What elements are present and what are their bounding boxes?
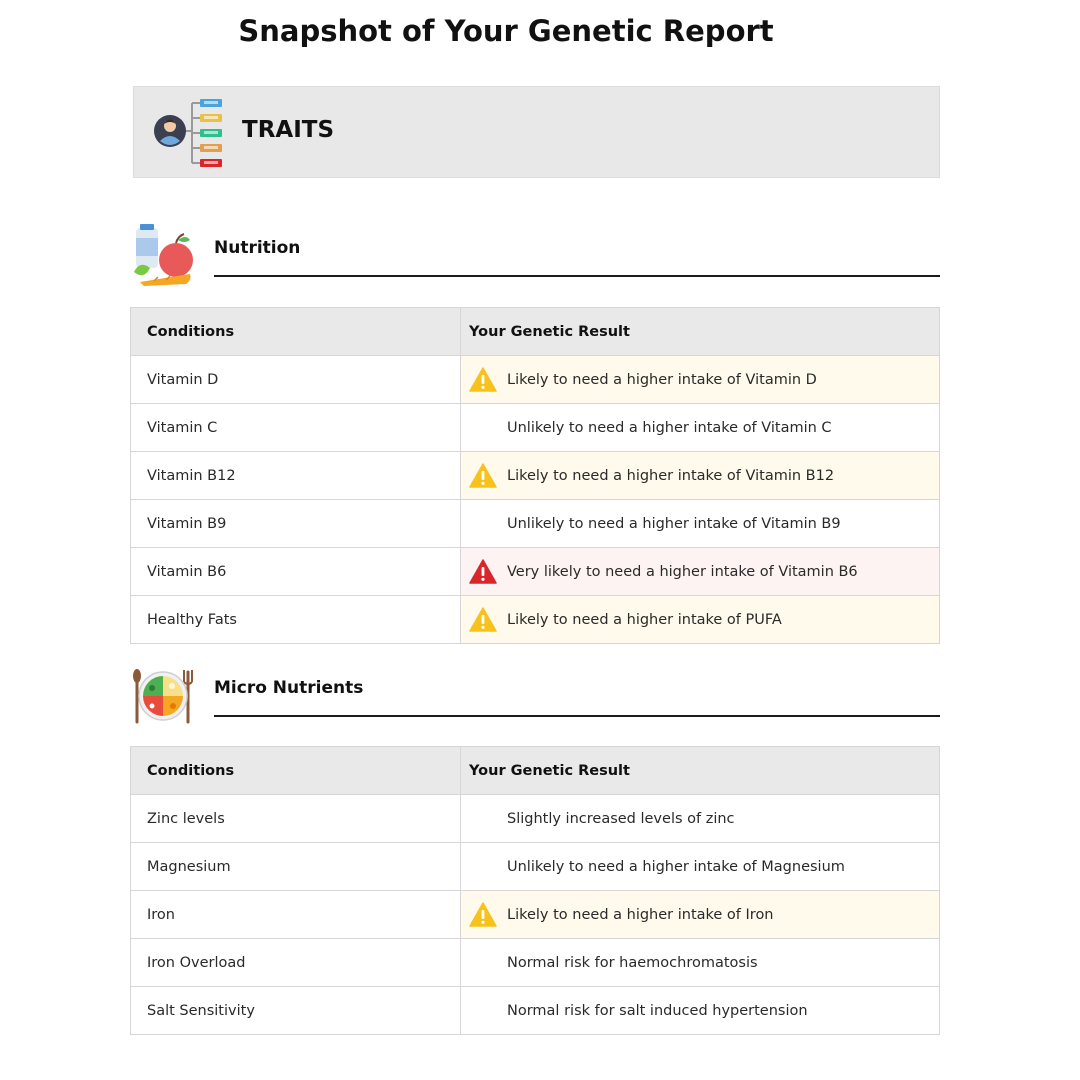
result-text: Very likely to need a higher intake of Vitamin B6 <box>507 563 858 580</box>
table-body <box>131 356 940 644</box>
result-text: Normal risk for salt induced hypertension <box>507 1002 808 1019</box>
result-content <box>469 901 939 929</box>
traits-banner <box>133 86 940 178</box>
result-cell <box>461 987 940 1035</box>
condition-cell: Magnesium <box>131 843 461 891</box>
result-content <box>469 997 939 1025</box>
table-row <box>131 500 940 548</box>
status-icon-slot <box>469 606 507 634</box>
result-cell <box>461 795 940 843</box>
warning-icon <box>469 902 497 927</box>
result-cell <box>461 843 940 891</box>
warning-icon <box>469 463 497 488</box>
result-cell <box>461 356 940 404</box>
condition-cell: Zinc levels <box>131 795 461 843</box>
table-header-row <box>131 308 940 356</box>
status-icon-slot <box>469 558 507 586</box>
table-row <box>131 891 940 939</box>
result-content <box>469 366 939 394</box>
table-row <box>131 356 940 404</box>
table-row <box>131 596 940 644</box>
condition-cell: Vitamin D <box>131 356 461 404</box>
condition-cell: Salt Sensitivity <box>131 987 461 1035</box>
table-row <box>131 987 940 1035</box>
section-header-nutrition <box>130 224 940 286</box>
result-content <box>469 853 939 881</box>
condition-cell: Vitamin B6 <box>131 548 461 596</box>
alert-icon <box>469 559 497 584</box>
column-header-result: Your Genetic Result <box>461 308 940 356</box>
result-cell <box>461 452 940 500</box>
condition-cell: Healthy Fats <box>131 596 461 644</box>
status-icon-slot <box>469 805 507 833</box>
result-cell <box>461 548 940 596</box>
result-text: Likely to need a higher intake of Vitamin B12 <box>507 467 835 484</box>
warning-icon <box>469 607 497 632</box>
section-title-nutrition: Nutrition <box>214 238 301 258</box>
condition-cell: Iron <box>131 891 461 939</box>
result-cell <box>461 404 940 452</box>
result-cell <box>461 891 940 939</box>
table-row <box>131 548 940 596</box>
result-text: Slightly increased levels of zinc <box>507 810 735 827</box>
result-content <box>469 414 939 442</box>
section-header-micro-nutrients <box>130 664 940 726</box>
table-row <box>131 843 940 891</box>
result-content <box>469 510 939 538</box>
result-text: Likely to need a higher intake of Vitamin D <box>507 371 817 388</box>
table-body <box>131 795 940 1035</box>
status-icon-slot <box>469 997 507 1025</box>
section-divider <box>214 275 940 277</box>
section-divider <box>214 715 940 717</box>
status-icon-slot <box>469 414 507 442</box>
status-icon-slot <box>469 462 507 490</box>
table-row <box>131 452 940 500</box>
condition-cell: Iron Overload <box>131 939 461 987</box>
column-header-conditions: Conditions <box>131 308 461 356</box>
result-text: Likely to need a higher intake of PUFA <box>507 611 782 628</box>
micro-nutrients-table <box>130 746 940 1035</box>
condition-cell: Vitamin B9 <box>131 500 461 548</box>
result-content <box>469 805 939 833</box>
page-title: Snapshot of Your Genetic Report <box>238 14 774 48</box>
result-cell <box>461 939 940 987</box>
column-header-conditions: Conditions <box>131 747 461 795</box>
result-cell <box>461 500 940 548</box>
result-text: Unlikely to need a higher intake of Magnesium <box>507 858 845 875</box>
warning-icon <box>469 367 497 392</box>
nutrition-table <box>130 307 940 644</box>
table-header-row <box>131 747 940 795</box>
result-text: Likely to need a higher intake of Iron <box>507 906 774 923</box>
result-content <box>469 606 939 634</box>
section-title-micro-nutrients: Micro Nutrients <box>214 678 364 698</box>
status-icon-slot <box>469 853 507 881</box>
status-icon-slot <box>469 510 507 538</box>
result-content <box>469 558 939 586</box>
status-icon-slot <box>469 901 507 929</box>
table-row <box>131 939 940 987</box>
result-text: Unlikely to need a higher intake of Vitamin C <box>507 419 832 436</box>
column-header-result: Your Genetic Result <box>461 747 940 795</box>
status-icon-slot <box>469 366 507 394</box>
nutrition-food-icon <box>130 224 196 286</box>
result-text: Unlikely to need a higher intake of Vitamin B9 <box>507 515 841 532</box>
condition-cell: Vitamin B12 <box>131 452 461 500</box>
traits-tree-icon <box>152 97 226 169</box>
status-icon-slot <box>469 949 507 977</box>
result-content <box>469 462 939 490</box>
table-row <box>131 404 940 452</box>
plate-cutlery-icon <box>130 664 196 726</box>
table-row <box>131 795 940 843</box>
result-text: Normal risk for haemochromatosis <box>507 954 758 971</box>
traits-label: TRAITS <box>242 117 335 143</box>
condition-cell: Vitamin C <box>131 404 461 452</box>
result-cell <box>461 596 940 644</box>
result-content <box>469 949 939 977</box>
